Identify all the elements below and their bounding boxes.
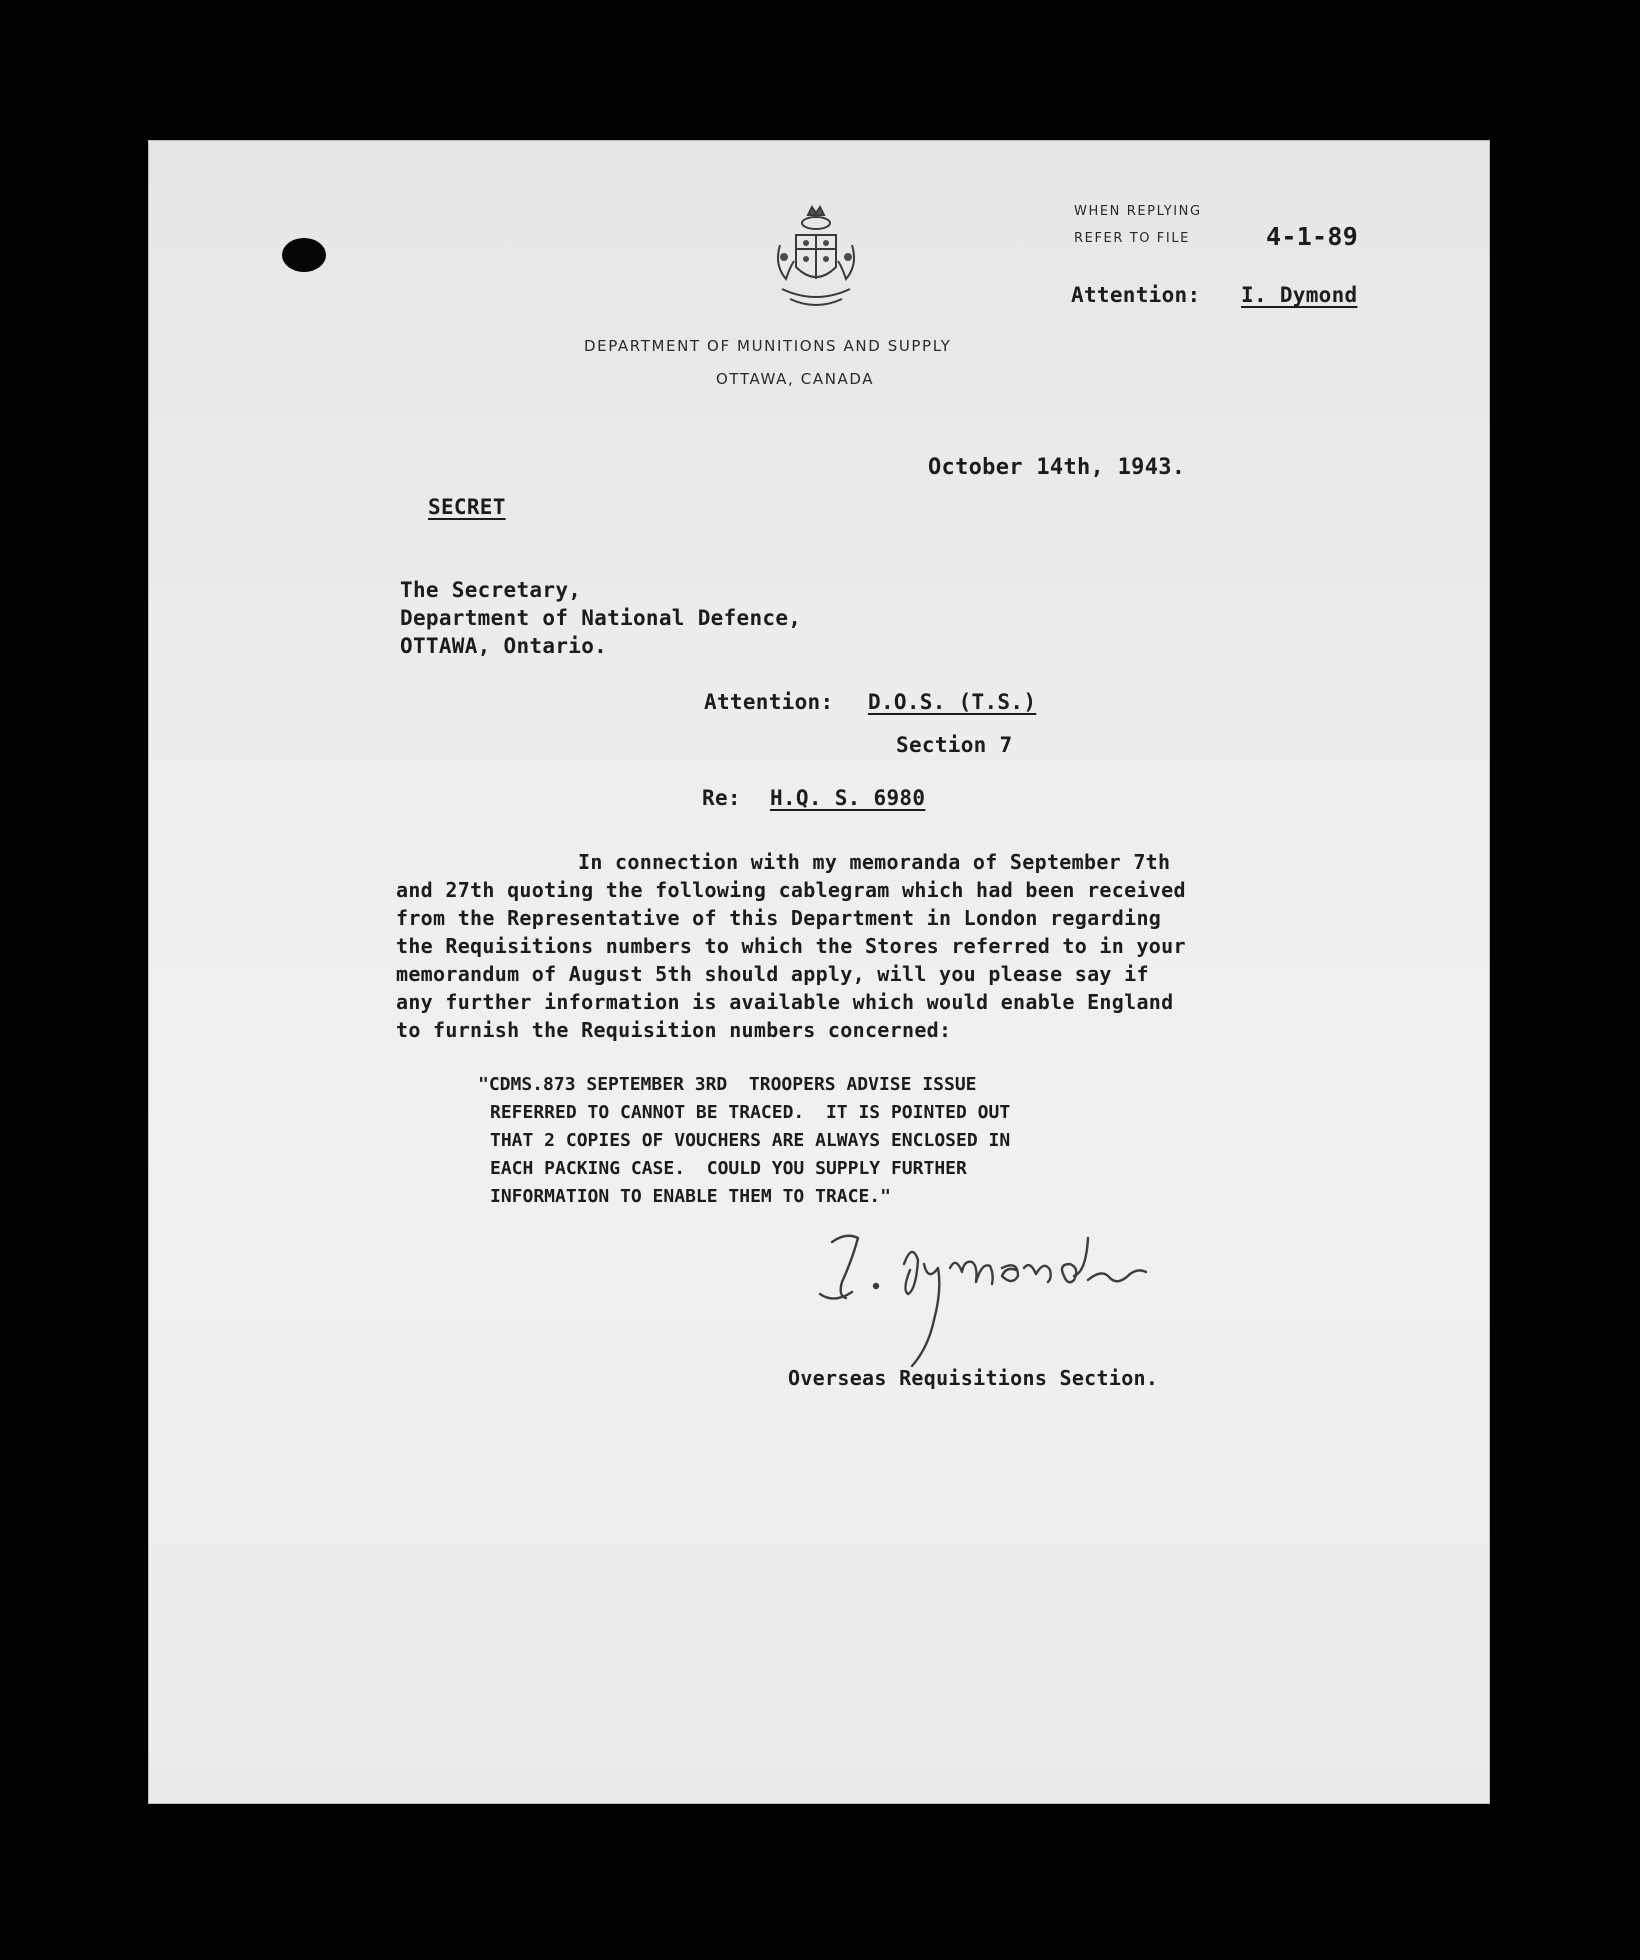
department-location: OTTAWA, CANADA <box>716 370 875 388</box>
body-line: any further information is available which would enable England <box>396 990 1174 1014</box>
reply-line-2: REFER TO FILE <box>1074 231 1190 246</box>
body-line: In connection with my memoranda of September 7th <box>578 850 1171 874</box>
addressee-line-1: The Secretary, <box>400 578 582 602</box>
file-number: 4-1-89 <box>1266 222 1359 251</box>
cable-line: INFORMATION TO ENABLE THEM TO TRACE." <box>490 1186 891 1207</box>
coat-of-arms-icon <box>768 205 864 317</box>
signature-title: Overseas Requisitions Section. <box>788 1366 1159 1390</box>
addressee-line-2: Department of National Defence, <box>400 606 802 630</box>
cable-line: THAT 2 COPIES OF VOUCHERS ARE ALWAYS ENCLOSED IN <box>490 1130 1011 1151</box>
body-line: the Requisitions numbers to which the Stores referred to in your <box>396 934 1186 958</box>
letter-date: October 14th, 1943. <box>928 455 1186 480</box>
header-attention-name: I. Dymond <box>1241 283 1358 307</box>
header-attention-label: Attention: <box>1071 283 1201 307</box>
body-line: memorandum of August 5th should apply, will you please say if <box>396 962 1149 986</box>
reference-value: H.Q. S. 6980 <box>770 786 926 810</box>
body-line: to furnish the Requisition numbers concerned: <box>396 1018 952 1042</box>
handwritten-signature <box>812 1220 1162 1370</box>
cable-line: REFERRED TO CANNOT BE TRACED. IT IS POINTED OUT <box>490 1102 1011 1123</box>
attention-label: Attention: <box>704 690 834 714</box>
attention-section: Section 7 <box>896 733 1013 757</box>
department-name: DEPARTMENT OF MUNITIONS AND SUPPLY <box>584 337 952 355</box>
body-line: from the Representative of this Department in London regarding <box>396 906 1162 930</box>
cable-line: "CDMS.873 SEPTEMBER 3RD TROOPERS ADVISE ISSUE <box>478 1074 977 1095</box>
cable-line: EACH PACKING CASE. COULD YOU SUPPLY FURTHER <box>490 1158 967 1179</box>
body-line: and 27th quoting the following cablegram which had been received <box>396 878 1186 902</box>
reference-label: Re: <box>702 786 741 810</box>
addressee-line-3: OTTAWA, Ontario. <box>400 634 608 658</box>
attention-value: D.O.S. (T.S.) <box>868 690 1037 714</box>
reply-line-1: WHEN REPLYING <box>1074 204 1202 219</box>
punch-hole <box>282 238 326 272</box>
classification-stamp: SECRET <box>428 495 506 519</box>
